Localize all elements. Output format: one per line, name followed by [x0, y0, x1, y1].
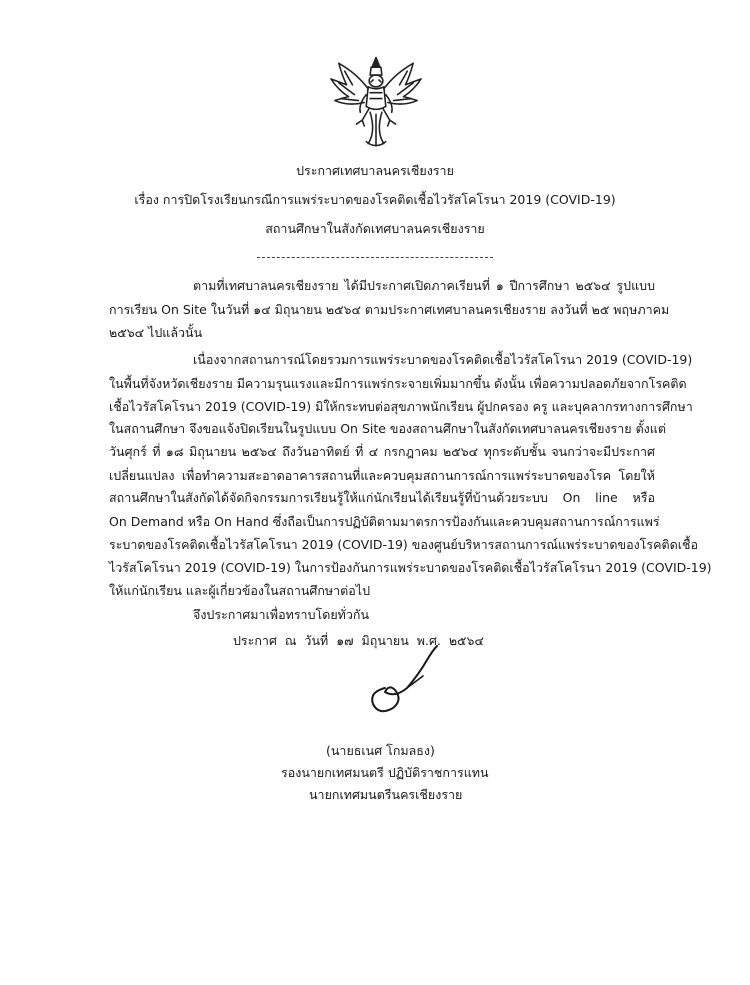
issuer-title: ประกาศเทศบาลนครเชียงราย — [296, 163, 454, 178]
garuda-emblem-icon — [327, 55, 425, 150]
signatory-organization: นายกเทศมนตรีนครเชียงราย — [309, 787, 463, 802]
paragraph2-line: ในสถานศึกษา จึงขอแจ้งปิดเรียนในรูปแบบ On Site ของสถานศึกษาในสังกัดเทศบาลนครเชียงราย ตั้งแต่ — [109, 421, 666, 436]
paragraph2-line: เชื้อไวรัสโคโรนา 2019 (COVID-19) มิให้กระทบต่อสุขภาพนักเรียน ผู้ปกครอง ครู และบุคลากรทางการศึกษา — [109, 399, 693, 414]
signatory-position: รองนายกเทศมนตรี ปฏิบัติราชการแทน — [281, 765, 489, 780]
paragraph2-line: เนื่องจากสถานการณ์โดยรวมการแพร่ระบาดของโรคติดเชื้อไวรัสโคโรนา 2019 (COVID-19) — [193, 352, 693, 367]
closing-line: จึงประกาศมาเพื่อทราบโดยทั่วกัน — [193, 607, 370, 622]
paragraph1-line: การเรียน On Site ในวันที่ ๑๔ มิถุนายน ๒๕๖๔ ตามประกาศเทศบาลนครเชียงราย ลงวันที่ ๒๕ พฤษภาคม — [109, 302, 670, 317]
date-line: ประกาศ ณ วันที่ ๑๗ มิถุนายน พ.ศ. ๒๕๖๔ — [233, 633, 484, 648]
paragraph2-line: ระบาดของโรคติดเชื้อไวรัสโคโรนา 2019 (COVID-19) ของศูนย์บริหารสถานการณ์แพร่ระบาดของโรคติดเชื้อ — [109, 537, 698, 552]
paragraph2-line: สถานศึกษาในสังกัดได้จัดกิจกรรมการเรียนรู้ให้แก่นักเรียนได้เรียนรู้ที่บ้านด้วยระบบ On line หรือ — [109, 490, 655, 505]
scope-line: สถานศึกษาในสังกัดเทศบาลนครเชียงราย — [265, 221, 485, 236]
paragraph2-line: ในพื้นที่จังหวัดเชียงราย มีความรุนแรงและมีการแพร่กระจายเพิ่มมากขึ้น ดังนั้น เพื่อความปลอดภัยจากโรคติด — [109, 376, 687, 391]
paragraph1-line: ๒๕๖๔ ไปแล้วนั้น — [109, 325, 203, 340]
paragraph2-line: ให้แก่นักเรียน และผู้เกี่ยวข้องในสถานศึกษาต่อไป — [109, 583, 371, 598]
header-divider — [257, 257, 493, 258]
paragraph2-line: วันศุกร์ ที่ ๑๘ มิถุนายน ๒๕๖๔ ถึงวันอาทิตย์ ที่ ๔ กรกฎาคม ๒๕๖๔ ทุกระดับชั้น จนกว่าจะมีประกาศ — [109, 444, 655, 459]
handwritten-signature — [355, 640, 445, 720]
subject-line: เรื่อง การปิดโรงเรียนกรณีการแพร่ระบาดของโรคติดเชื้อไวรัสโคโรนา 2019 (COVID-19) — [134, 192, 616, 207]
signatory-name: (นายธเนศ โกมลธง) — [326, 743, 435, 758]
paragraph2-line: ไวรัสโคโรนา 2019 (COVID-19) ในการป้องกันการแพร่ระบาดของโรคติดเชื้อไวรัสโคโรนา 2019 (COVID-19) — [109, 560, 712, 575]
paragraph2-line: เปลี่ยนแปลง เพื่อทำความสะอาดอาคารสถานที่และควบคุมสถานการณ์การแพร่ระบาดของโรค โดยให้ — [109, 468, 655, 483]
paragraph2-line: On Demand หรือ On Hand ซึ่งถือเป็นการปฏิบัติตามมาตรการป้องกันและควบคุมสถานการณ์การแพร่ — [109, 514, 660, 529]
paragraph1-line: ตามที่เทศบาลนครเชียงราย ได้มีประกาศเปิดภาคเรียนที่ ๑ ปีการศึกษา ๒๕๖๔ รูปแบบ — [193, 278, 655, 293]
